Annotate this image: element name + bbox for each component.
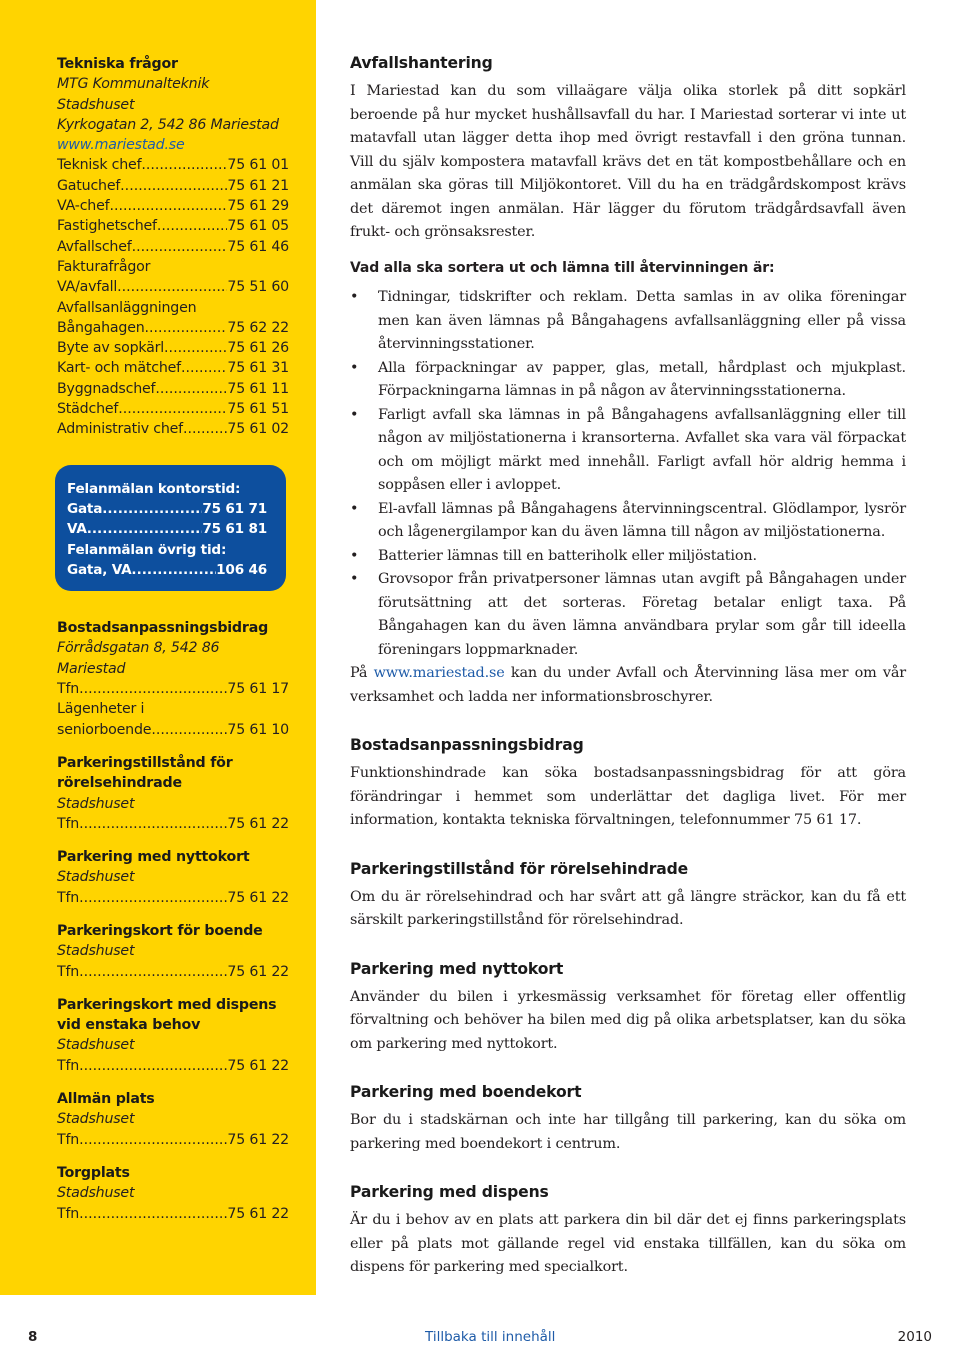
contact-row: Tfn ..... 75 61 17 (57, 679, 289, 699)
invoice-heading: Fakturafrågor (57, 258, 151, 275)
block-title: Allmän plats (57, 1091, 155, 1108)
contact-row: Tfn ..... 75 61 22 (57, 1130, 289, 1150)
section-housing-grant (350, 734, 906, 833)
footer-year: 2010 (897, 1329, 932, 1345)
block-title: rörelsehindrade (57, 775, 182, 792)
page-footer (0, 1329, 960, 1347)
contact-row: Avfallschef ..... 75 61 46 (57, 237, 289, 257)
block-place: Stadshuset (57, 1185, 135, 1202)
block-title: Parkeringskort med dispens (57, 996, 277, 1013)
tech-title: Tekniska frågor (57, 56, 178, 72)
page-number: 8 (28, 1329, 38, 1345)
block-title: Parkeringskort för boende (57, 922, 263, 939)
contact-row: Gata, VA ..... 106 46 (67, 560, 267, 580)
back-to-contents-link[interactable]: Tillbaka till innehåll (425, 1329, 556, 1345)
list-item: • Alla förpackningar av papper, glas, metall, hårdplast och mjukplast. Förpackningarna lämnas in på någon av återvinningsstationerna. (350, 357, 906, 404)
section-waste (350, 52, 906, 709)
block-title: Torgplats (57, 1164, 130, 1181)
contact-row: VA-chef ..... 75 61 29 (57, 196, 289, 216)
waste-facility-heading: Avfallsanläggningen (57, 299, 197, 316)
section-title: Parkering med nyttokort (350, 959, 564, 978)
block-place: Stadshuset (57, 869, 135, 886)
fault-other-title: Felanmälan övrig tid: (67, 541, 227, 558)
list-item: • El-avfall lämnas på Bångahagens återvinningscentral. Glödlampor, lysrör och lågenergilampor kan du även lämna till någon av miljöstationerna. (350, 498, 906, 545)
fault-report-box (55, 465, 286, 591)
block-place: Stadshuset (57, 1037, 135, 1054)
tech-address: Kyrkogatan 2, 542 86 Mariestad (57, 116, 279, 133)
tech-building: Stadshuset (57, 96, 135, 113)
contact-row: Byggnadschef ..... 75 61 11 (57, 379, 289, 399)
list-item: • Farligt avfall ska lämnas in på Bångahagens avfallsanläggning eller till någon av miljöstationerna i kransorterna. Avfallet ska vara väl förpackat och om möjligt märkt med innehåll. Farligt avfall hör aldrig hemma i soppåsen eller i avloppet. (350, 404, 906, 498)
fault-office-title: Felanmälan kontorstid: (67, 480, 241, 497)
contact-row: Städchef ..... 75 61 51 (57, 399, 289, 419)
section-text: Bor du i stadskärnan och inte har tillgång till parkering, kan du söka om parkering med boendekort i centrum. (350, 1112, 906, 1152)
list-item: • Tidningar, tidskrifter och reklam. Detta samlas in av olika föreningar men kan även lämnas på Bångahagens avfallsanläggning eller på vissa återvinningsstationer. (350, 286, 906, 357)
contact-row: Gata ..... 75 61 71 (67, 499, 267, 519)
block-title: Parkering med nyttokort (57, 849, 250, 866)
contact-row: Tfn ..... 75 61 22 (57, 1056, 289, 1076)
section-text: Funktionshindrade kan söka bostadsanpassningsbidrag för att göra förändringar i hemmet som underlättar det dagliga livet. För mer information, kontakta tekniska förvaltningen, telefonnummer 75 61 17. (350, 765, 906, 828)
section-resident-parking (350, 1081, 906, 1156)
contact-row: Gatuchef ..... 75 61 21 (57, 176, 289, 196)
contact-row: Kart- och mätchef ..... 75 61 31 (57, 358, 289, 378)
senior-apartments-label: Lägenheter i (57, 701, 145, 718)
list-item: • Grovsopor från privatpersoner lämnas utan avgift på Bångahagen under förutsättning att det sorteras. Företag betalar enligt taxa. På Bångahagen kan du även lämna användbara prylar som går till ideella föreningars loppmarknader. (350, 568, 906, 662)
contact-row: Tfn ..... 75 61 22 (57, 888, 289, 908)
contact-row: Fastighetschef ..... 75 61 05 (57, 216, 289, 236)
section-title: Parkering med dispens (350, 1183, 549, 1201)
contact-list (57, 54, 289, 1224)
tech-org: MTG Kommunalteknik (57, 76, 210, 93)
section-disabled-parking (350, 858, 906, 933)
contact-row: Tfn ..... 75 61 22 (57, 1204, 289, 1224)
contact-row: Byte av sopkärl ..... 75 61 26 (57, 338, 289, 358)
sorting-list (350, 286, 906, 662)
block-title: Parkeringstillstånd för (57, 754, 233, 771)
main-content (350, 52, 906, 1305)
website-link[interactable]: www.mariestad.se (373, 665, 505, 681)
block-place: Stadshuset (57, 943, 135, 960)
contact-row: Tfn ..... 75 61 22 (57, 962, 289, 982)
section-title: Parkeringstillstånd för rörelsehindrade (350, 859, 689, 878)
contact-row: VA ..... 75 61 81 (67, 519, 267, 539)
list-item: • Batterier lämnas till en batteriholk eller miljöstation. (350, 545, 906, 569)
section-text: Använder du bilen i yrkesmässig verksamhet för företag eller offentlig förvaltning och behöver ha bilen med dig på olika arbetsplatser, kan du söka om parkering med nyttokort. (350, 988, 906, 1052)
block-place: Stadshuset (57, 795, 135, 812)
closing-paragraph: På www.mariestad.se kan du under Avfall och Återvinning läsa mer om vår verksamhet och ladda ner informationsbroschyrer. (350, 665, 906, 705)
contact-row: VA/avfall ..... 75 51 60 (57, 277, 289, 297)
contact-row: Administrativ chef ..... 75 61 02 (57, 419, 289, 439)
block-place: Stadshuset (57, 1111, 135, 1128)
sorting-lead: Vad alla ska sortera ut och lämna till återvinningen är: (350, 259, 775, 276)
contact-row: Bångahagen ..... 75 62 22 (57, 318, 289, 338)
section-text: Är du i behov av en plats att parkera din bil där det ej finns parkeringsplats eller på plats mot gällande regel vid enstaka tillfällen, kan du söka om dispens för parkering med specialkort. (350, 1212, 906, 1275)
section-title: Parkering med boendekort (350, 1083, 582, 1101)
section-title: Bostadsanpassningsbidrag (350, 736, 584, 754)
housing-grant-address: Förrådsgatan 8, 542 86 Mariestad (57, 640, 220, 677)
contact-row: Teknisk chef ..... 75 61 01 (57, 155, 289, 175)
section-title: Avfallshantering (350, 54, 493, 72)
section-text: I Mariestad kan du som villaägare välja olika storlek på ditt sopkärl beroende på hur mycket hushållsavfall du har. I Mariestad sorterar vi inte ut matavfall utan lägger detta ihop med övrigt restavfall i den gröna tunnan. Vill du själv kompostera matavfall krävs det en tät kompostbehållare och en anmälan ska göras till Miljökontoret. Vill du ha en trädgårdskompost krävs det däremot ingen anmälan. Här lägger du förutom trädgårdsavfall även frukt- och grönsaksrester. (350, 83, 906, 240)
website-link[interactable]: www.mariestad.se (57, 137, 185, 154)
contact-row: Tfn ..... 75 61 22 (57, 814, 289, 834)
block-title: vid enstaka behov (57, 1017, 201, 1034)
section-dispensation-parking (350, 1181, 906, 1280)
section-text: Om du är rörelsehindrad och har svårt att gå längre sträckor, kan du få ett särskilt parkeringstillstånd för rörelsehindrad. (350, 888, 906, 928)
contact-row: seniorboende ..... 75 61 10 (57, 720, 289, 740)
section-utility-parking (350, 958, 906, 1057)
housing-grant-title: Bostadsanpassningsbidrag (57, 620, 269, 637)
